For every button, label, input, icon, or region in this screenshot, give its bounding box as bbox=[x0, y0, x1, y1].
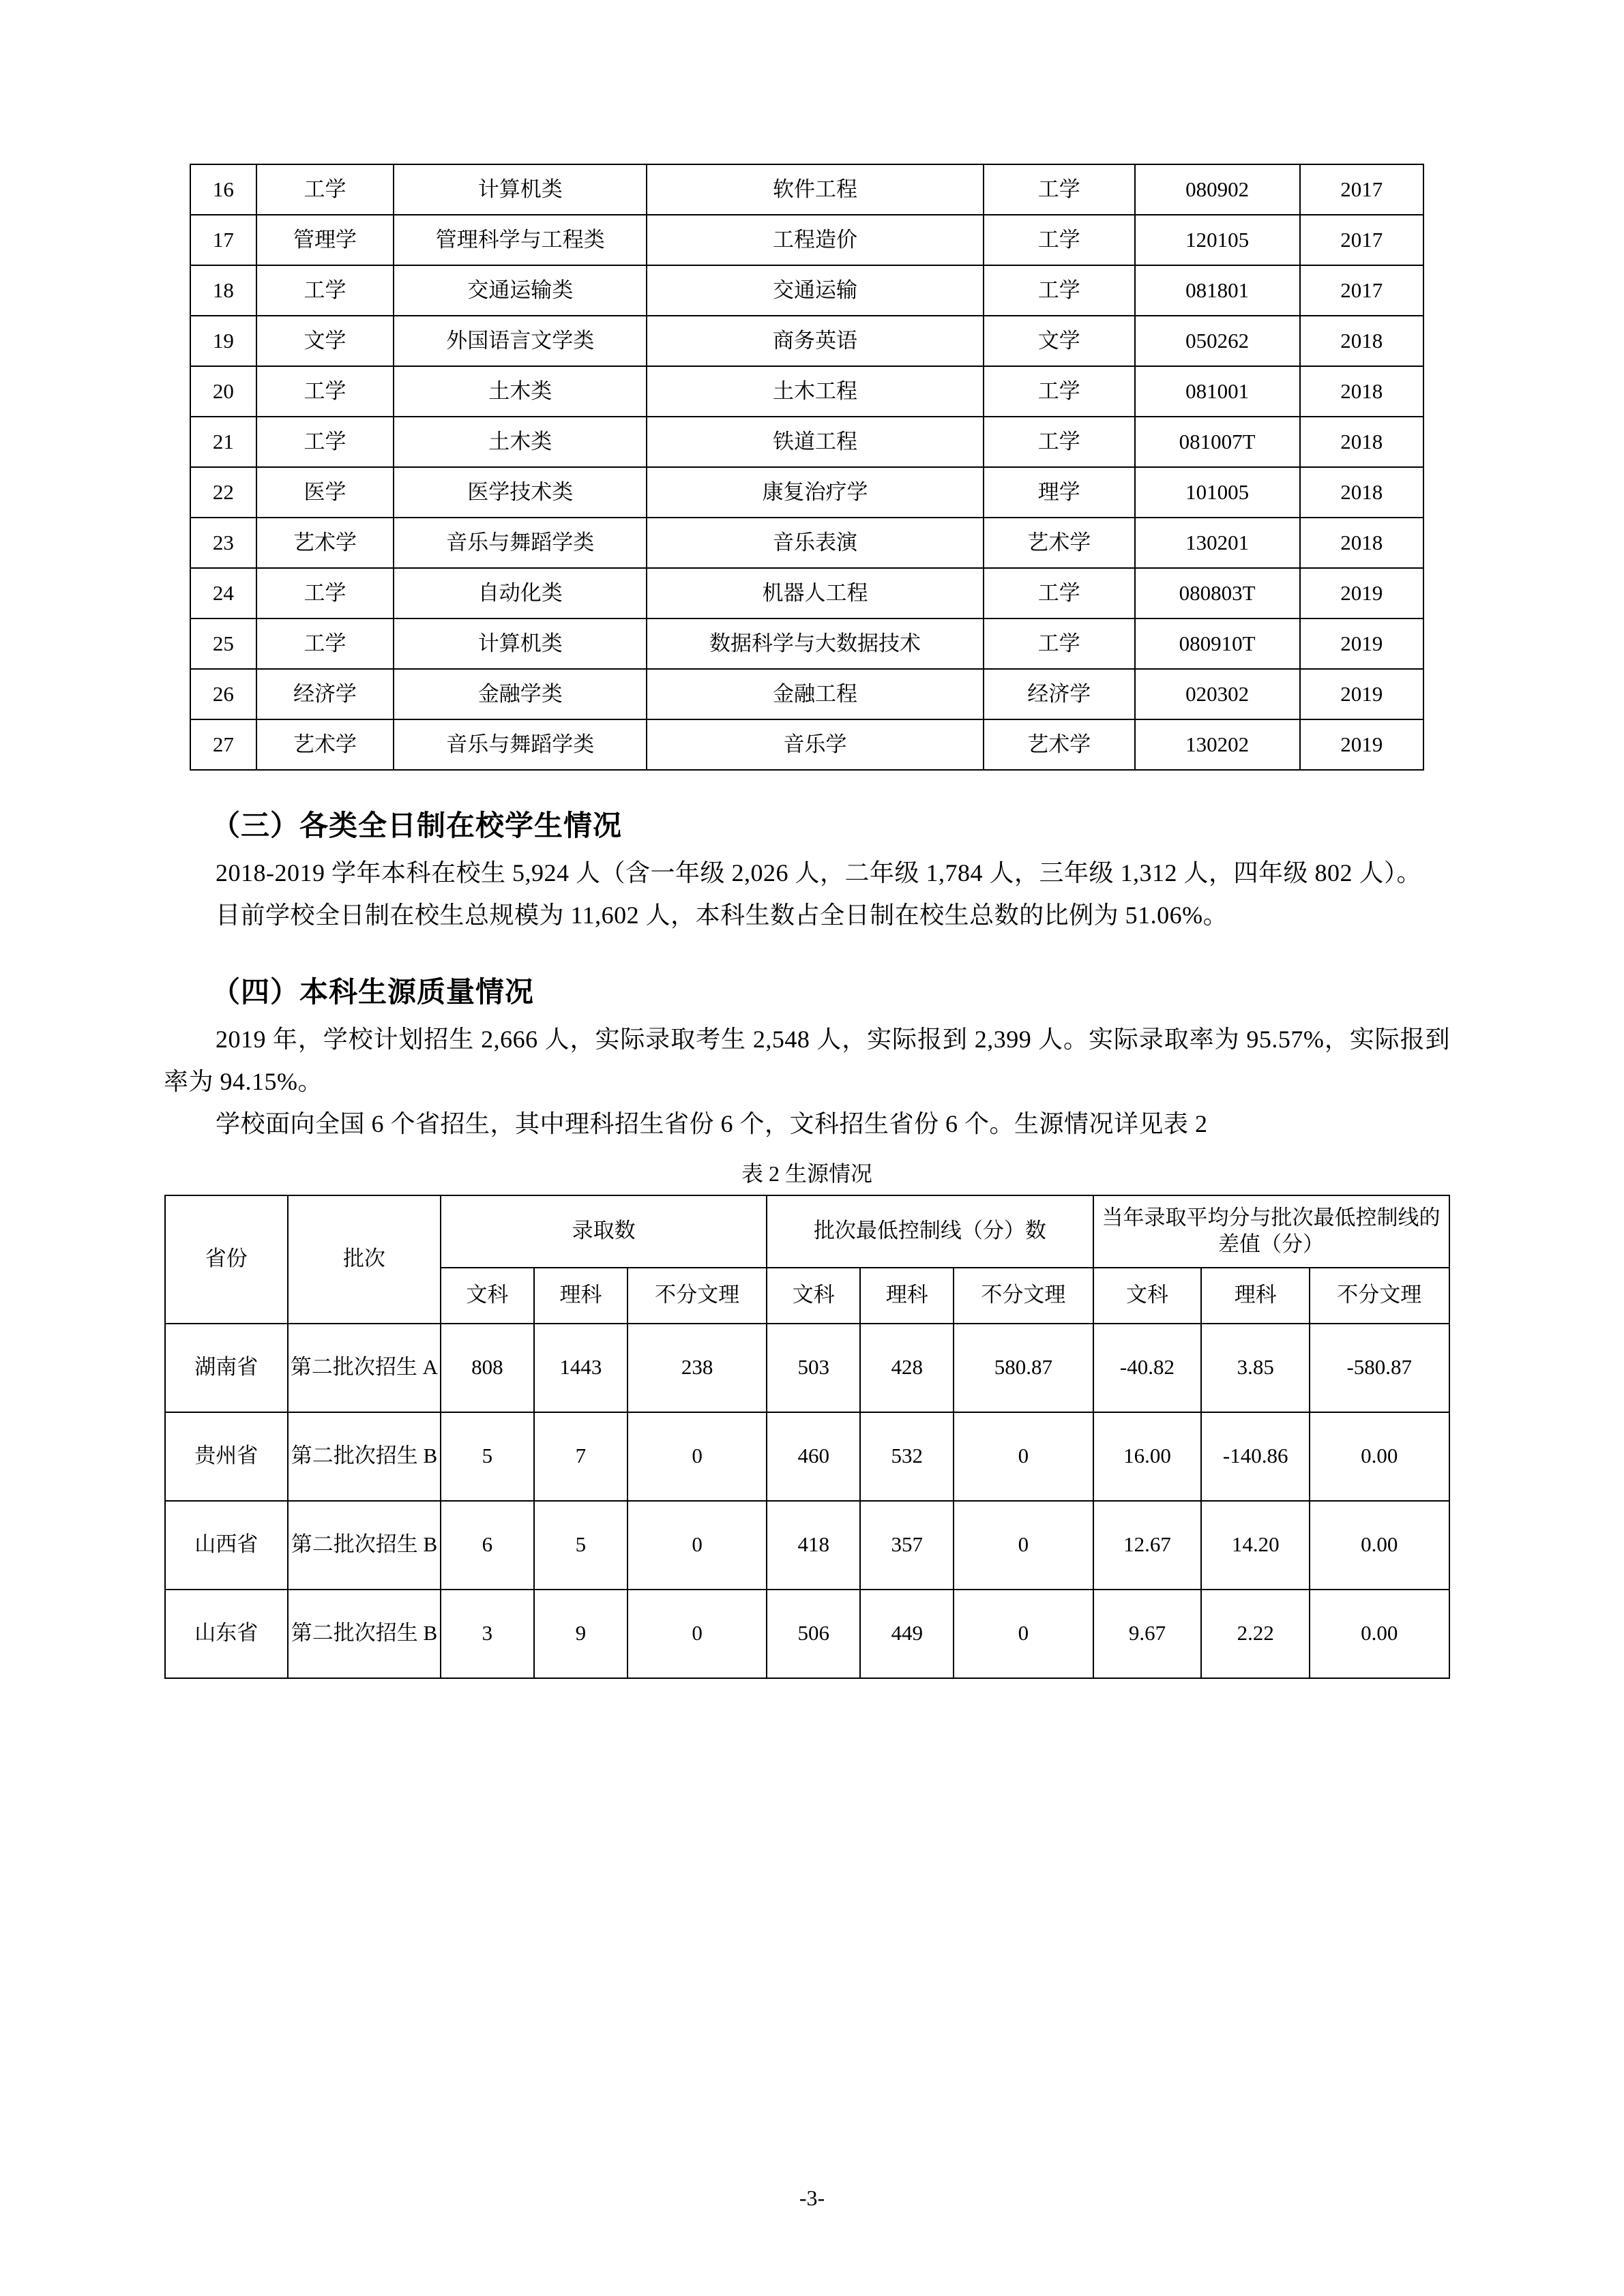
section-four-paragraph-1: 2019 年，学校计划招生 2,666 人，实际录取考生 2,548 人，实际报到 2,399 人。实际录取率为 95.57%，实际报到率为 94.15%。 bbox=[164, 1025, 1450, 1095]
table-row bbox=[190, 215, 1423, 265]
cell-mixed-minline: 580.87 bbox=[954, 1324, 1093, 1412]
cell-code: 081001 bbox=[1135, 366, 1300, 417]
table-row bbox=[190, 568, 1423, 618]
cell-province: 山东省 bbox=[165, 1590, 288, 1678]
section-four-paragraph-2: 学校面向全国 6 个省招生，其中理科招生省份 6 个，文科招生省份 6 个。生源情况详见表 2 bbox=[216, 1109, 1208, 1137]
cell-code: 080902 bbox=[1135, 164, 1300, 215]
table-row bbox=[190, 265, 1423, 316]
cell-code: 080803T bbox=[1135, 568, 1300, 618]
cell-category: 经济学 bbox=[256, 669, 394, 719]
cell-major-name: 交通运输 bbox=[647, 265, 984, 316]
cell-degree: 文学 bbox=[984, 316, 1135, 366]
section-three-paragraph-2: 目前学校全日制在校生总规模为 11,602 人，本科生数占全日制在校生总数的比例为 51.06%。 bbox=[216, 901, 1228, 929]
cell-degree: 工学 bbox=[984, 417, 1135, 467]
cell-science-diff: 3.85 bbox=[1201, 1324, 1310, 1412]
cell-science-minline: 532 bbox=[860, 1412, 954, 1501]
cell-major-class: 金融学类 bbox=[394, 669, 647, 719]
cell-category: 艺术学 bbox=[256, 518, 394, 568]
table-row bbox=[190, 618, 1423, 669]
section-three-paragraph-1: 2018-2019 学年本科在校生 5,924 人（含一年级 2,026 人，二年级 1,784 人，三年级 1,312 人，四年级 802 人）。 bbox=[216, 859, 1421, 886]
header-sub-science-diff: 理科 bbox=[1201, 1268, 1310, 1324]
cell-year: 2019 bbox=[1300, 719, 1423, 770]
table-row bbox=[190, 164, 1423, 215]
cell-major-class: 音乐与舞蹈学类 bbox=[394, 719, 647, 770]
cell-liberal-admitted: 6 bbox=[441, 1501, 534, 1590]
table-row bbox=[190, 467, 1423, 518]
cell-year: 2017 bbox=[1300, 215, 1423, 265]
cell-batch: 第二批次招生 B bbox=[288, 1412, 441, 1501]
table-row bbox=[165, 1324, 1449, 1412]
cell-mixed-admitted: 238 bbox=[628, 1324, 767, 1412]
cell-code: 130201 bbox=[1135, 518, 1300, 568]
cell-province: 贵州省 bbox=[165, 1412, 288, 1501]
cell-degree: 工学 bbox=[984, 215, 1135, 265]
cell-mixed-admitted: 0 bbox=[628, 1501, 767, 1590]
page-number: -3- bbox=[799, 2186, 825, 2210]
cell-index: 26 bbox=[190, 669, 256, 719]
cell-degree: 艺术学 bbox=[984, 518, 1135, 568]
cell-major-class: 计算机类 bbox=[394, 164, 647, 215]
cell-major-class: 医学技术类 bbox=[394, 467, 647, 518]
cell-category: 工学 bbox=[256, 417, 394, 467]
cell-major-name: 机器人工程 bbox=[647, 568, 984, 618]
cell-liberal-admitted: 808 bbox=[441, 1324, 534, 1412]
cell-liberal-admitted: 3 bbox=[441, 1590, 534, 1678]
header-sub-mixed-diff: 不分文理 bbox=[1310, 1268, 1449, 1324]
cell-year: 2019 bbox=[1300, 618, 1423, 669]
cell-year: 2019 bbox=[1300, 669, 1423, 719]
header-sub-liberal-admitted: 文科 bbox=[441, 1268, 534, 1324]
cell-year: 2018 bbox=[1300, 518, 1423, 568]
cell-major-name: 金融工程 bbox=[647, 669, 984, 719]
source-table-body bbox=[165, 1195, 1449, 1678]
cell-liberal-minline: 503 bbox=[767, 1324, 860, 1412]
cell-category: 工学 bbox=[256, 618, 394, 669]
cell-major-name: 康复治疗学 bbox=[647, 467, 984, 518]
cell-category: 艺术学 bbox=[256, 719, 394, 770]
table-row bbox=[190, 316, 1423, 366]
cell-degree: 工学 bbox=[984, 366, 1135, 417]
table-row bbox=[165, 1412, 1449, 1501]
table-header-row-group bbox=[165, 1195, 1449, 1268]
cell-major-class: 外国语言文学类 bbox=[394, 316, 647, 366]
cell-year: 2018 bbox=[1300, 366, 1423, 417]
cell-category: 工学 bbox=[256, 164, 394, 215]
cell-code: 081801 bbox=[1135, 265, 1300, 316]
cell-batch: 第二批次招生 A bbox=[288, 1324, 441, 1412]
cell-index: 27 bbox=[190, 719, 256, 770]
source-table-caption: 表 2 生源情况 bbox=[741, 1161, 872, 1186]
section-title-three: （三）各类全日制在校学生情况 bbox=[211, 809, 623, 841]
cell-major-name: 音乐表演 bbox=[647, 518, 984, 568]
table-row bbox=[190, 366, 1423, 417]
cell-code: 080910T bbox=[1135, 618, 1300, 669]
cell-degree: 工学 bbox=[984, 568, 1135, 618]
cell-index: 25 bbox=[190, 618, 256, 669]
cell-major-name: 铁道工程 bbox=[647, 417, 984, 467]
cell-major-class: 计算机类 bbox=[394, 618, 647, 669]
cell-mixed-diff: 0.00 bbox=[1310, 1501, 1449, 1590]
table-row bbox=[190, 669, 1423, 719]
cell-index: 16 bbox=[190, 164, 256, 215]
cell-science-minline: 357 bbox=[860, 1501, 954, 1590]
cell-index: 24 bbox=[190, 568, 256, 618]
cell-liberal-diff: 12.67 bbox=[1093, 1501, 1202, 1590]
cell-mixed-diff: -580.87 bbox=[1310, 1324, 1449, 1412]
table-row bbox=[190, 417, 1423, 467]
cell-science-admitted: 5 bbox=[534, 1501, 628, 1590]
cell-science-admitted: 7 bbox=[534, 1412, 628, 1501]
cell-liberal-minline: 418 bbox=[767, 1501, 860, 1590]
cell-major-class: 交通运输类 bbox=[394, 265, 647, 316]
header-admitted-count: 录取数 bbox=[441, 1195, 767, 1268]
cell-mixed-admitted: 0 bbox=[628, 1590, 767, 1678]
cell-year: 2017 bbox=[1300, 164, 1423, 215]
cell-major-class: 音乐与舞蹈学类 bbox=[394, 518, 647, 568]
table-row bbox=[165, 1501, 1449, 1590]
table-row bbox=[165, 1590, 1449, 1678]
majors-table-body bbox=[190, 164, 1423, 770]
cell-degree: 艺术学 bbox=[984, 719, 1135, 770]
cell-degree: 理学 bbox=[984, 467, 1135, 518]
cell-batch: 第二批次招生 B bbox=[288, 1501, 441, 1590]
cell-index: 18 bbox=[190, 265, 256, 316]
cell-major-name: 工程造价 bbox=[647, 215, 984, 265]
cell-category: 工学 bbox=[256, 568, 394, 618]
cell-year: 2018 bbox=[1300, 467, 1423, 518]
header-sub-science-admitted: 理科 bbox=[534, 1268, 628, 1324]
cell-science-minline: 449 bbox=[860, 1590, 954, 1678]
header-score-diff: 当年录取平均分与批次最低控制线的差值（分） bbox=[1093, 1195, 1449, 1268]
header-sub-science-minline: 理科 bbox=[860, 1268, 954, 1324]
cell-index: 23 bbox=[190, 518, 256, 568]
cell-science-diff: 2.22 bbox=[1201, 1590, 1310, 1678]
cell-province: 湖南省 bbox=[165, 1324, 288, 1412]
cell-index: 22 bbox=[190, 467, 256, 518]
cell-science-diff: -140.86 bbox=[1201, 1412, 1310, 1501]
cell-major-name: 数据科学与大数据技术 bbox=[647, 618, 984, 669]
cell-batch: 第二批次招生 B bbox=[288, 1590, 441, 1678]
cell-liberal-minline: 506 bbox=[767, 1590, 860, 1678]
cell-major-name: 土木工程 bbox=[647, 366, 984, 417]
cell-category: 工学 bbox=[256, 366, 394, 417]
header-sub-mixed-admitted: 不分文理 bbox=[628, 1268, 767, 1324]
cell-major-name: 软件工程 bbox=[647, 164, 984, 215]
header-sub-liberal-minline: 文科 bbox=[767, 1268, 860, 1324]
cell-year: 2019 bbox=[1300, 568, 1423, 618]
cell-science-minline: 428 bbox=[860, 1324, 954, 1412]
section-title-four: （四）本科生源质量情况 bbox=[211, 975, 535, 1008]
cell-degree: 工学 bbox=[984, 618, 1135, 669]
cell-degree: 工学 bbox=[984, 265, 1135, 316]
cell-mixed-diff: 0.00 bbox=[1310, 1412, 1449, 1501]
cell-degree: 工学 bbox=[984, 164, 1135, 215]
cell-code: 120105 bbox=[1135, 215, 1300, 265]
cell-category: 管理学 bbox=[256, 215, 394, 265]
cell-code: 101005 bbox=[1135, 467, 1300, 518]
cell-code: 081007T bbox=[1135, 417, 1300, 467]
cell-mixed-minline: 0 bbox=[954, 1590, 1093, 1678]
cell-mixed-admitted: 0 bbox=[628, 1412, 767, 1501]
cell-major-class: 自动化类 bbox=[394, 568, 647, 618]
cell-mixed-diff: 0.00 bbox=[1310, 1590, 1449, 1678]
cell-degree: 经济学 bbox=[984, 669, 1135, 719]
cell-index: 17 bbox=[190, 215, 256, 265]
header-batch: 批次 bbox=[288, 1195, 441, 1324]
cell-major-name: 商务英语 bbox=[647, 316, 984, 366]
cell-category: 工学 bbox=[256, 265, 394, 316]
table-row bbox=[190, 719, 1423, 770]
cell-year: 2018 bbox=[1300, 417, 1423, 467]
header-min-line: 批次最低控制线（分）数 bbox=[767, 1195, 1093, 1268]
table-row bbox=[190, 518, 1423, 568]
cell-major-class: 管理科学与工程类 bbox=[394, 215, 647, 265]
cell-category: 文学 bbox=[256, 316, 394, 366]
header-sub-mixed-minline: 不分文理 bbox=[954, 1268, 1093, 1324]
cell-year: 2018 bbox=[1300, 316, 1423, 366]
cell-category: 医学 bbox=[256, 467, 394, 518]
cell-year: 2017 bbox=[1300, 265, 1423, 316]
majors-table bbox=[190, 164, 1424, 771]
cell-province: 山西省 bbox=[165, 1501, 288, 1590]
cell-code: 050262 bbox=[1135, 316, 1300, 366]
cell-major-class: 土木类 bbox=[394, 417, 647, 467]
cell-index: 19 bbox=[190, 316, 256, 366]
cell-liberal-diff: 16.00 bbox=[1093, 1412, 1202, 1501]
cell-mixed-minline: 0 bbox=[954, 1412, 1093, 1501]
cell-science-diff: 14.20 bbox=[1201, 1501, 1310, 1590]
cell-mixed-minline: 0 bbox=[954, 1501, 1093, 1590]
header-province: 省份 bbox=[165, 1195, 288, 1324]
cell-science-admitted: 1443 bbox=[534, 1324, 628, 1412]
cell-code: 130202 bbox=[1135, 719, 1300, 770]
cell-liberal-admitted: 5 bbox=[441, 1412, 534, 1501]
cell-major-class: 土木类 bbox=[394, 366, 647, 417]
cell-code: 020302 bbox=[1135, 669, 1300, 719]
cell-index: 20 bbox=[190, 366, 256, 417]
source-table bbox=[164, 1195, 1450, 1679]
cell-major-name: 音乐学 bbox=[647, 719, 984, 770]
cell-index: 21 bbox=[190, 417, 256, 467]
cell-liberal-diff: -40.82 bbox=[1093, 1324, 1202, 1412]
header-sub-liberal-diff: 文科 bbox=[1093, 1268, 1202, 1324]
cell-liberal-diff: 9.67 bbox=[1093, 1590, 1202, 1678]
cell-science-admitted: 9 bbox=[534, 1590, 628, 1678]
cell-liberal-minline: 460 bbox=[767, 1412, 860, 1501]
